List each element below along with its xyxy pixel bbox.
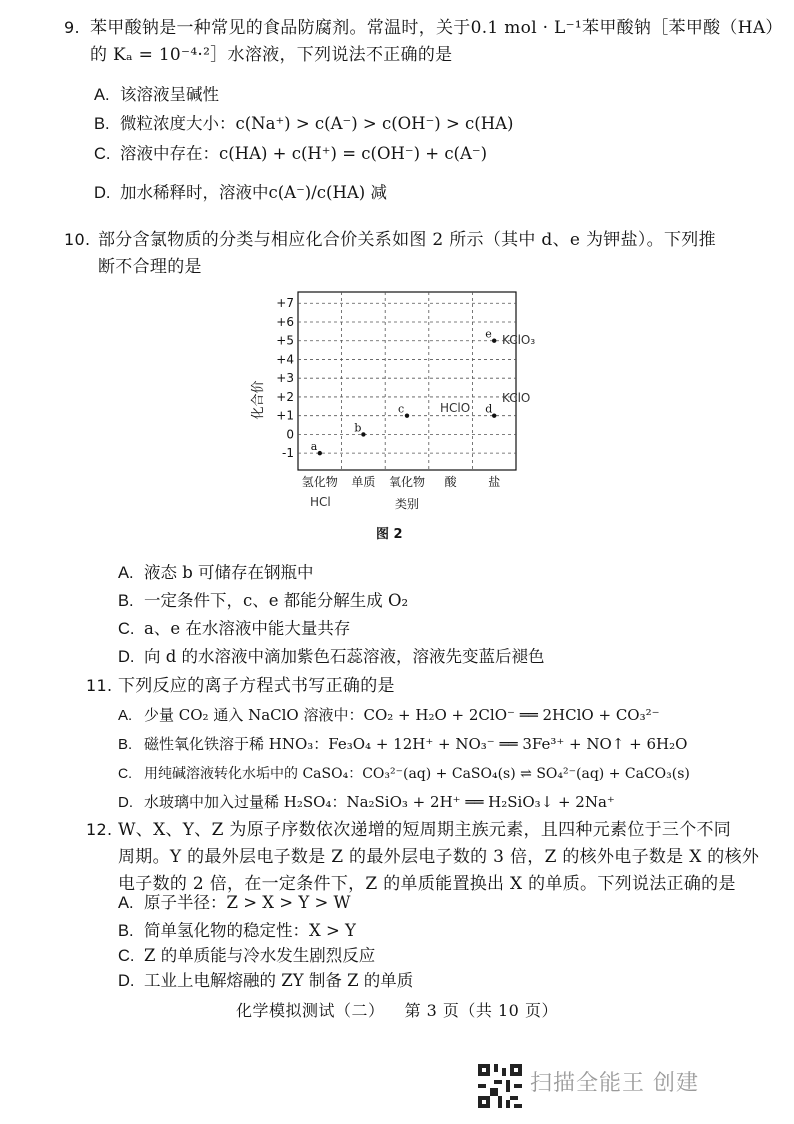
chart-points xyxy=(311,328,497,456)
q12-option-b-letter: B. xyxy=(118,922,134,940)
q10-option-c xyxy=(118,618,350,640)
q11-option-d-text: 水玻璃中加入过量稀 H₂SO₄：Na₂SiO₃ + 2H⁺ ══ H₂SiO₃↓ + 2Na⁺ xyxy=(144,793,615,811)
chart-xlabel: 类别 xyxy=(394,497,420,511)
q12-option-d-text: 工业上电解熔融的 ZY 制备 Z 的单质 xyxy=(144,971,414,990)
chart-svg xyxy=(240,280,540,550)
q12-option-d xyxy=(118,970,413,992)
handwritten-note-kclo: KClO xyxy=(502,391,531,405)
chart-x-tick-label: 酸 xyxy=(444,475,457,489)
q11-option-d-letter: D. xyxy=(118,794,133,811)
q11-number: 11. xyxy=(86,676,113,695)
q11-option-a-text: 少量 CO₂ 通入 NaClO 溶液中：CO₂ + H₂O + 2ClO⁻ ══ 2HClO + CO₃²⁻ xyxy=(144,706,660,724)
q10-option-c-letter: C. xyxy=(118,620,135,638)
q12-stem-line3: 电子数的 2 倍，在一定条件下，Z 的单质能置换出 X 的单质。下列说法正确的是 xyxy=(118,874,736,894)
q12-option-c-text: Z 的单质能与冷水发生剧烈反应 xyxy=(144,946,376,965)
chart-point-label-e: e xyxy=(485,327,492,341)
q10-option-a xyxy=(118,562,314,584)
chart-point-d xyxy=(492,413,496,417)
q10-stem-line2: 断不合理的是 xyxy=(98,257,202,277)
chart-x-tick-label: 氢化物 xyxy=(301,475,338,489)
q10-number: 10. xyxy=(64,230,91,249)
q9-option-b-text: 微粒浓度大小：c(Na⁺) > c(A⁻) > c(OH⁻) > c(HA) xyxy=(120,114,514,133)
q11-option-c-letter: C. xyxy=(118,765,132,781)
q10-stem xyxy=(64,226,716,281)
q9-option-a xyxy=(94,84,219,106)
q9-option-b xyxy=(94,113,513,135)
q9-option-a-text: 该溶液呈碱性 xyxy=(120,85,219,104)
chart-point-label-d: d xyxy=(485,402,493,416)
chart-point-label-a: a xyxy=(310,440,318,454)
chart-point-label-b: b xyxy=(354,421,362,435)
chart-y-tick-label: +5 xyxy=(276,333,294,348)
chart-point-a xyxy=(318,451,322,455)
chart-point-label-c: c xyxy=(398,402,405,416)
q9-stem xyxy=(64,14,783,69)
q11-option-b-text: 磁性氧化铁溶于稀 HNO₃：Fe₃O₄ + 12H⁺ + NO₃⁻ ══ 3Fe³⁺ + NO↑ + 6H₂O xyxy=(144,735,688,753)
handwritten-note-kclo3: KClO₃ xyxy=(502,333,536,347)
chart-frame xyxy=(298,292,516,470)
page-footer xyxy=(0,998,794,1021)
chart-y-tick-label: 0 xyxy=(286,427,294,442)
q9-option-b-letter: B. xyxy=(94,115,110,133)
q9-stem-line1: 苯甲酸钠是一种常见的食品防腐剂。常温时，关于0.1 mol · L⁻¹苯甲酸钠［苯甲酸（HA） xyxy=(90,18,783,38)
q10-option-b-letter: B. xyxy=(118,592,134,610)
q9-option-a-letter: A. xyxy=(94,86,110,104)
scanner-watermark-text: 扫描全能王 创建 xyxy=(530,1071,699,1096)
chart-y-tick-label: +4 xyxy=(276,352,294,367)
chart-grid xyxy=(298,292,516,470)
chart-x-ticks xyxy=(302,474,500,489)
q10-option-a-text: 液态 b 可储存在钢瓶中 xyxy=(144,563,314,582)
q10-stem-line1: 部分含氯物质的分类与相应化合价关系如图 2 所示（其中 d、e 为钾盐）。下列推 xyxy=(98,230,716,250)
chart-point-e xyxy=(492,339,496,343)
q9-option-d-text: 加水稀释时，溶液中c(A⁻)/c(HA) 减 xyxy=(120,183,387,202)
q9-number: 9. xyxy=(64,18,80,37)
q11-stem-line1: 下列反应的离子方程式书写正确的是 xyxy=(118,676,395,696)
chart-y-tick-label: +1 xyxy=(276,408,294,423)
q11-option-a xyxy=(118,704,660,727)
q11-option-a-letter: A. xyxy=(118,707,133,724)
q11-option-b-letter: B. xyxy=(118,736,133,753)
q9-option-c xyxy=(94,143,487,165)
chart-ylabel: 化合价 xyxy=(251,380,266,420)
q10-option-b-text: 一定条件下，c、e 都能分解生成 O₂ xyxy=(144,591,409,610)
q10-option-b xyxy=(118,590,408,612)
q9-option-c-letter: C. xyxy=(94,145,111,163)
q12-stem xyxy=(86,816,759,898)
qr-code-icon xyxy=(478,1064,522,1108)
q12-option-d-letter: D. xyxy=(118,972,135,990)
q12-number: 12. xyxy=(86,820,113,839)
figure-caption: 图 2 xyxy=(376,527,403,542)
chart-y-tick-label: -1 xyxy=(282,446,294,461)
q11-option-c xyxy=(118,762,690,785)
handwritten-note-hcl: HCl xyxy=(310,495,331,509)
q10-option-d-text: 向 d 的水溶液中滴加紫色石蕊溶液，溶液先变蓝后褪色 xyxy=(144,647,545,666)
chart-y-tick-label: +6 xyxy=(276,314,294,329)
q11-option-d xyxy=(118,791,615,814)
chart-y-tick-label: +2 xyxy=(276,389,294,404)
q12-option-c xyxy=(118,945,375,967)
q10-option-c-text: a、e 在水溶液中能大量共存 xyxy=(144,619,351,638)
q12-stem-line2: 周期。Y 的最外层电子数是 Z 的最外层电子数的 3 倍，Z 的核外电子数是 X 的核外 xyxy=(118,847,760,867)
q11-option-c-text: 用纯碱溶液转化水垢中的 CaSO₄：CO₃²⁻(aq) + CaSO₄(s) ⇌ SO₄²⁻(aq) + CaCO₃(s) xyxy=(144,766,690,782)
chart-x-tick-label: 氧化物 xyxy=(388,475,426,489)
chart-y-tick-label: +3 xyxy=(276,371,294,386)
q9-stem-line2: 的 Kₐ = 10⁻⁴·²］水溶液，下列说法不正确的是 xyxy=(90,45,453,65)
footer-subject: 化学模拟测试（二） xyxy=(236,1001,385,1020)
q9-option-d xyxy=(94,182,387,204)
q12-option-a xyxy=(118,892,351,914)
q10-option-d-letter: D. xyxy=(118,648,135,666)
valence-category-chart xyxy=(240,280,540,550)
q11-stem xyxy=(86,672,395,700)
chart-x-tick-label: 单质 xyxy=(351,475,376,489)
q12-stem-line1: W、X、Y、Z 为原子序数依次递增的短周期主族元素，且四种元素位于三个不同 xyxy=(118,820,732,840)
handwritten-note-hclo: HClO xyxy=(440,401,471,415)
q10-option-a-letter: A. xyxy=(118,564,134,582)
q9-option-d-letter: D. xyxy=(94,184,111,202)
q12-option-c-letter: C. xyxy=(118,947,135,965)
footer-page-number: 第 3 页（共 10 页） xyxy=(404,1001,558,1020)
chart-y-ticks xyxy=(276,296,294,460)
q12-option-b xyxy=(118,920,356,942)
chart-point-b xyxy=(361,432,365,436)
chart-x-tick-label: 盐 xyxy=(488,475,501,489)
q12-option-a-text: 原子半径：Z > X > Y > W xyxy=(144,893,351,912)
q10-option-d xyxy=(118,646,545,668)
q12-option-b-text: 简单氢化物的稳定性：X > Y xyxy=(144,921,356,940)
chart-point-c xyxy=(405,413,409,417)
q11-option-b xyxy=(118,733,687,756)
chart-y-tick-label: +7 xyxy=(276,296,294,311)
q12-option-a-letter: A. xyxy=(118,894,134,912)
q9-option-c-text: 溶液中存在：c(HA) + c(H⁺) = c(OH⁻) + c(A⁻) xyxy=(120,144,488,163)
